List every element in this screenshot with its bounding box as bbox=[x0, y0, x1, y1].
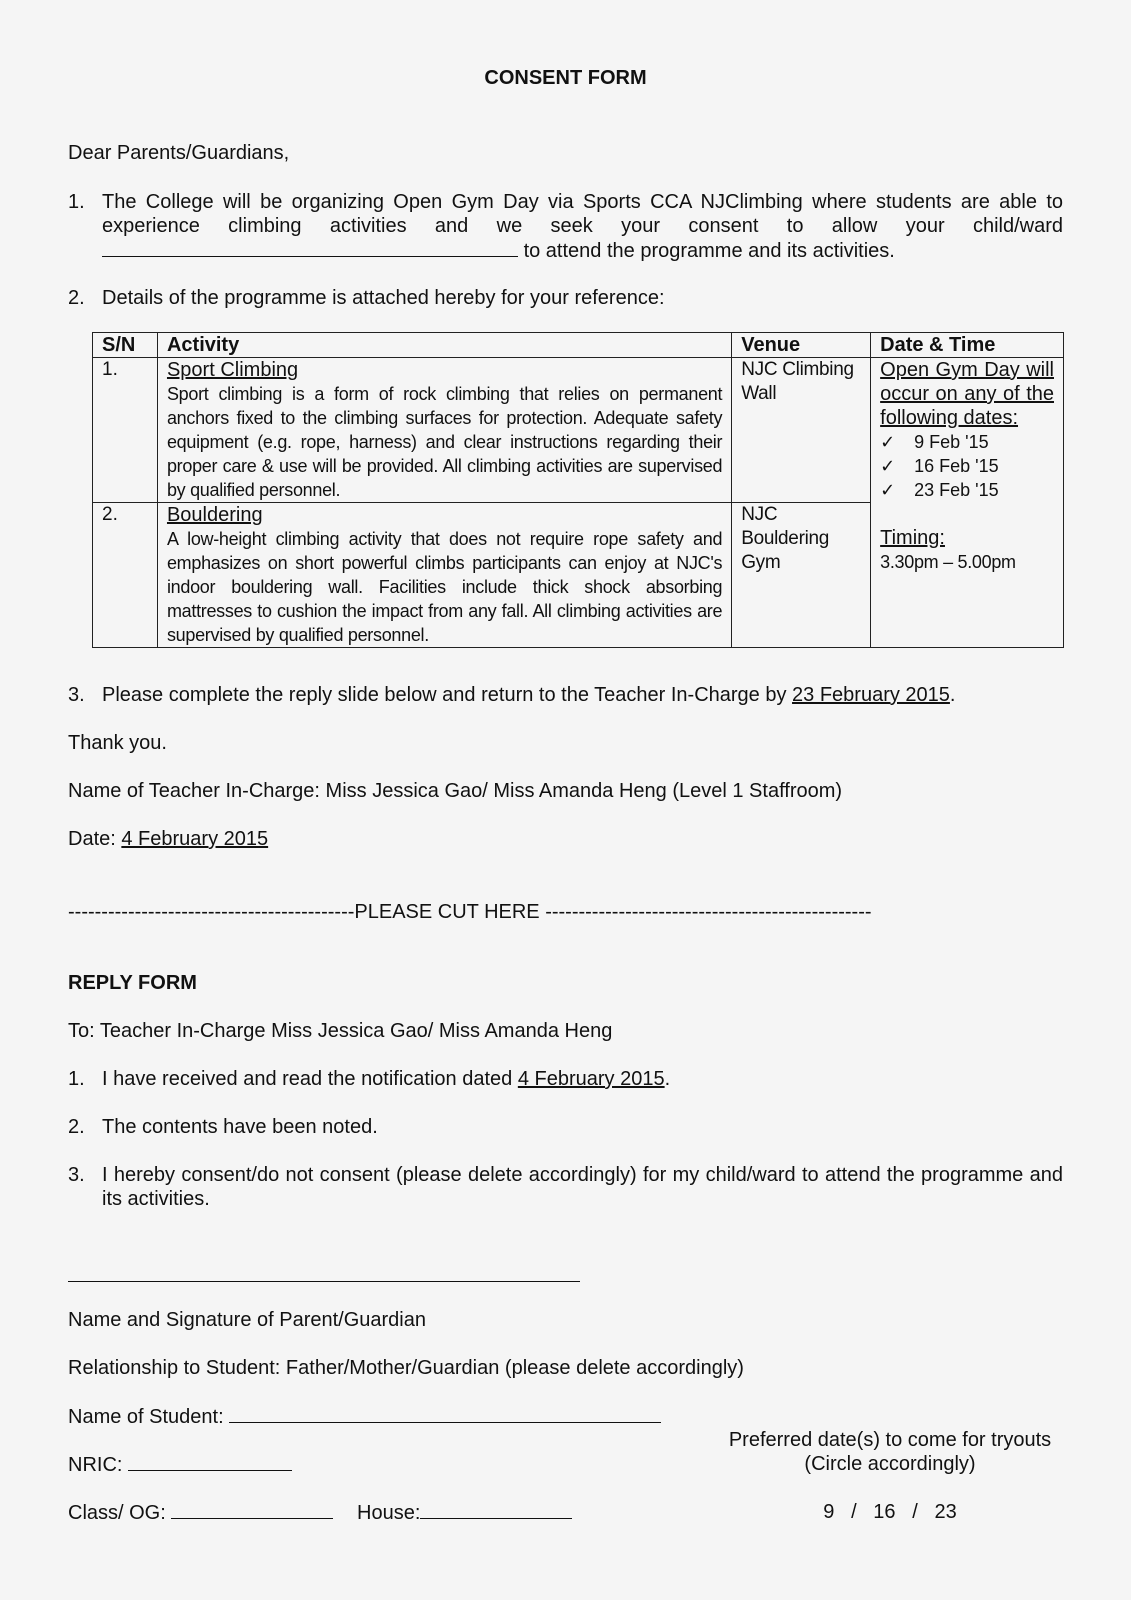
item-number: 1. bbox=[68, 1068, 85, 1090]
house-row bbox=[357, 1500, 572, 1525]
venue-cell: NJC Bouldering Gym bbox=[732, 503, 871, 648]
date-label: Date: bbox=[68, 828, 122, 850]
signature-line[interactable] bbox=[68, 1281, 580, 1282]
signature-label: Name and Signature of Parent/Guardian bbox=[68, 1309, 426, 1331]
activity-cell bbox=[157, 358, 731, 503]
student-name-label: Name of Student: bbox=[68, 1406, 224, 1428]
activity-description: Sport climbing is a form of rock climbing that relies on permanent anchors fixed to the climbing surfaces for protection. Adequate safety equipment (e.g. rope, harness) and clear instructions regarding their proper care & use will be provided. All climbing activities are supervised by qualified personnel. bbox=[166, 384, 723, 500]
header-sn: S/N bbox=[93, 333, 158, 358]
preferred-dates-options[interactable]: 9 / 16 / 23 bbox=[823, 1501, 957, 1523]
venue-cell: NJC Climbing Wall bbox=[732, 358, 871, 503]
header-date-time: Date & Time bbox=[871, 333, 1064, 358]
reply-to: To: Teacher In-Charge Miss Jessica Gao/ Miss Amanda Heng bbox=[68, 1020, 613, 1042]
house-label: House: bbox=[357, 1502, 421, 1524]
row-sn: 2. bbox=[93, 503, 158, 648]
salutation: Dear Parents/Guardians, bbox=[68, 142, 290, 164]
date-option-label: 9 Feb '15 bbox=[914, 432, 989, 452]
item-1-text-b: to attend the programme and its activities. bbox=[523, 240, 895, 262]
cut-line: -------------------------------------------PLEASE CUT HERE ------------------------------------------------- bbox=[68, 901, 872, 923]
item-number: 1. bbox=[68, 191, 85, 213]
class-label: Class/ OG: bbox=[68, 1502, 166, 1524]
date-option-label: 16 Feb '15 bbox=[914, 456, 999, 476]
header-activity: Activity bbox=[157, 333, 731, 358]
page-title: CONSENT FORM bbox=[484, 67, 647, 89]
item-number: 2. bbox=[68, 287, 85, 309]
row-sn: 1. bbox=[93, 358, 158, 503]
child-name-blank[interactable] bbox=[102, 238, 518, 257]
item-number: 2. bbox=[68, 1116, 85, 1138]
date-option bbox=[880, 454, 1054, 478]
reply-item-2: The contents have been noted. bbox=[102, 1116, 378, 1138]
item-2-text: Details of the programme is attached hereby for your reference: bbox=[102, 287, 665, 309]
timing-label: Timing: bbox=[880, 527, 945, 549]
activity-cell bbox=[157, 503, 731, 648]
return-date: 23 February 2015 bbox=[792, 684, 950, 706]
class-field[interactable] bbox=[171, 1500, 333, 1519]
date-option bbox=[880, 430, 1054, 454]
reply-form-title: REPLY FORM bbox=[68, 972, 197, 994]
table-header-row bbox=[93, 333, 1064, 358]
timing-value: 3.30pm – 5.00pm bbox=[880, 552, 1016, 572]
item-3-text bbox=[102, 683, 955, 707]
item-3-text-b: . bbox=[949, 684, 956, 706]
item-1-text bbox=[102, 190, 1063, 263]
date-line bbox=[68, 827, 268, 851]
activity-title: Bouldering bbox=[166, 504, 263, 526]
check-icon: ✓ bbox=[880, 456, 896, 476]
header-venue: Venue bbox=[732, 333, 871, 358]
class-row bbox=[68, 1500, 333, 1525]
item-3-text-a: Please complete the reply slide below and return to the Teacher In-Charge by bbox=[102, 684, 793, 706]
activity-title: Sport Climbing bbox=[166, 359, 299, 381]
student-name-field[interactable] bbox=[229, 1404, 661, 1423]
nric-row bbox=[68, 1452, 292, 1477]
preferred-dates-line1: Preferred date(s) to come for tryouts bbox=[728, 1429, 1052, 1451]
programme-table bbox=[92, 332, 1064, 648]
house-field[interactable] bbox=[420, 1500, 572, 1519]
date-time-cell bbox=[871, 358, 1064, 648]
thanks: Thank you. bbox=[68, 732, 167, 754]
date-option-label: 23 Feb '15 bbox=[914, 480, 999, 500]
check-icon: ✓ bbox=[880, 432, 896, 452]
reply-item-3: I hereby consent/do not consent (please delete accordingly) for my child/ward to attend the programme and its activities. bbox=[102, 1164, 1063, 1210]
check-icon: ✓ bbox=[880, 480, 896, 500]
teacher-line: Name of Teacher In-Charge: Miss Jessica Gao/ Miss Amanda Heng (Level 1 Staffroom) bbox=[68, 780, 843, 802]
table-row bbox=[93, 358, 1064, 503]
item-number: 3. bbox=[68, 684, 85, 706]
item-1-text-a: The College will be organizing Open Gym Day via Sports CCA NJClimbing where students are able to experience climbing activities and we seek your consent to allow your child/ward bbox=[102, 191, 1063, 237]
reply-item-1-text-b: . bbox=[664, 1068, 671, 1090]
preferred-dates-line2: (Circle accordingly) bbox=[804, 1453, 976, 1475]
date-intro: Open Gym Day will occur on any of the following dates: bbox=[880, 359, 1054, 429]
nric-field[interactable] bbox=[128, 1452, 292, 1471]
activity-description: A low-height climbing activity that does not require rope safety and emphasizes on short powerful climbs participants can enjoy at NJC's indoor bouldering wall. Facilities include thick shock absorbing mattresses to cushion the impact from any fall. All climbing activities are supervised by qualified personnel. bbox=[166, 529, 723, 645]
student-name-row bbox=[68, 1404, 661, 1429]
item-number: 3. bbox=[68, 1164, 85, 1186]
relationship-line: Relationship to Student: Father/Mother/Guardian (please delete accordingly) bbox=[68, 1357, 744, 1379]
date-value: 4 February 2015 bbox=[121, 828, 269, 850]
nric-label: NRIC: bbox=[68, 1454, 123, 1476]
notification-date: 4 February 2015 bbox=[517, 1068, 665, 1090]
reply-item-1-text-a: I have received and read the notification dated bbox=[102, 1068, 518, 1090]
reply-item-1 bbox=[102, 1067, 670, 1091]
date-option bbox=[880, 478, 1054, 502]
